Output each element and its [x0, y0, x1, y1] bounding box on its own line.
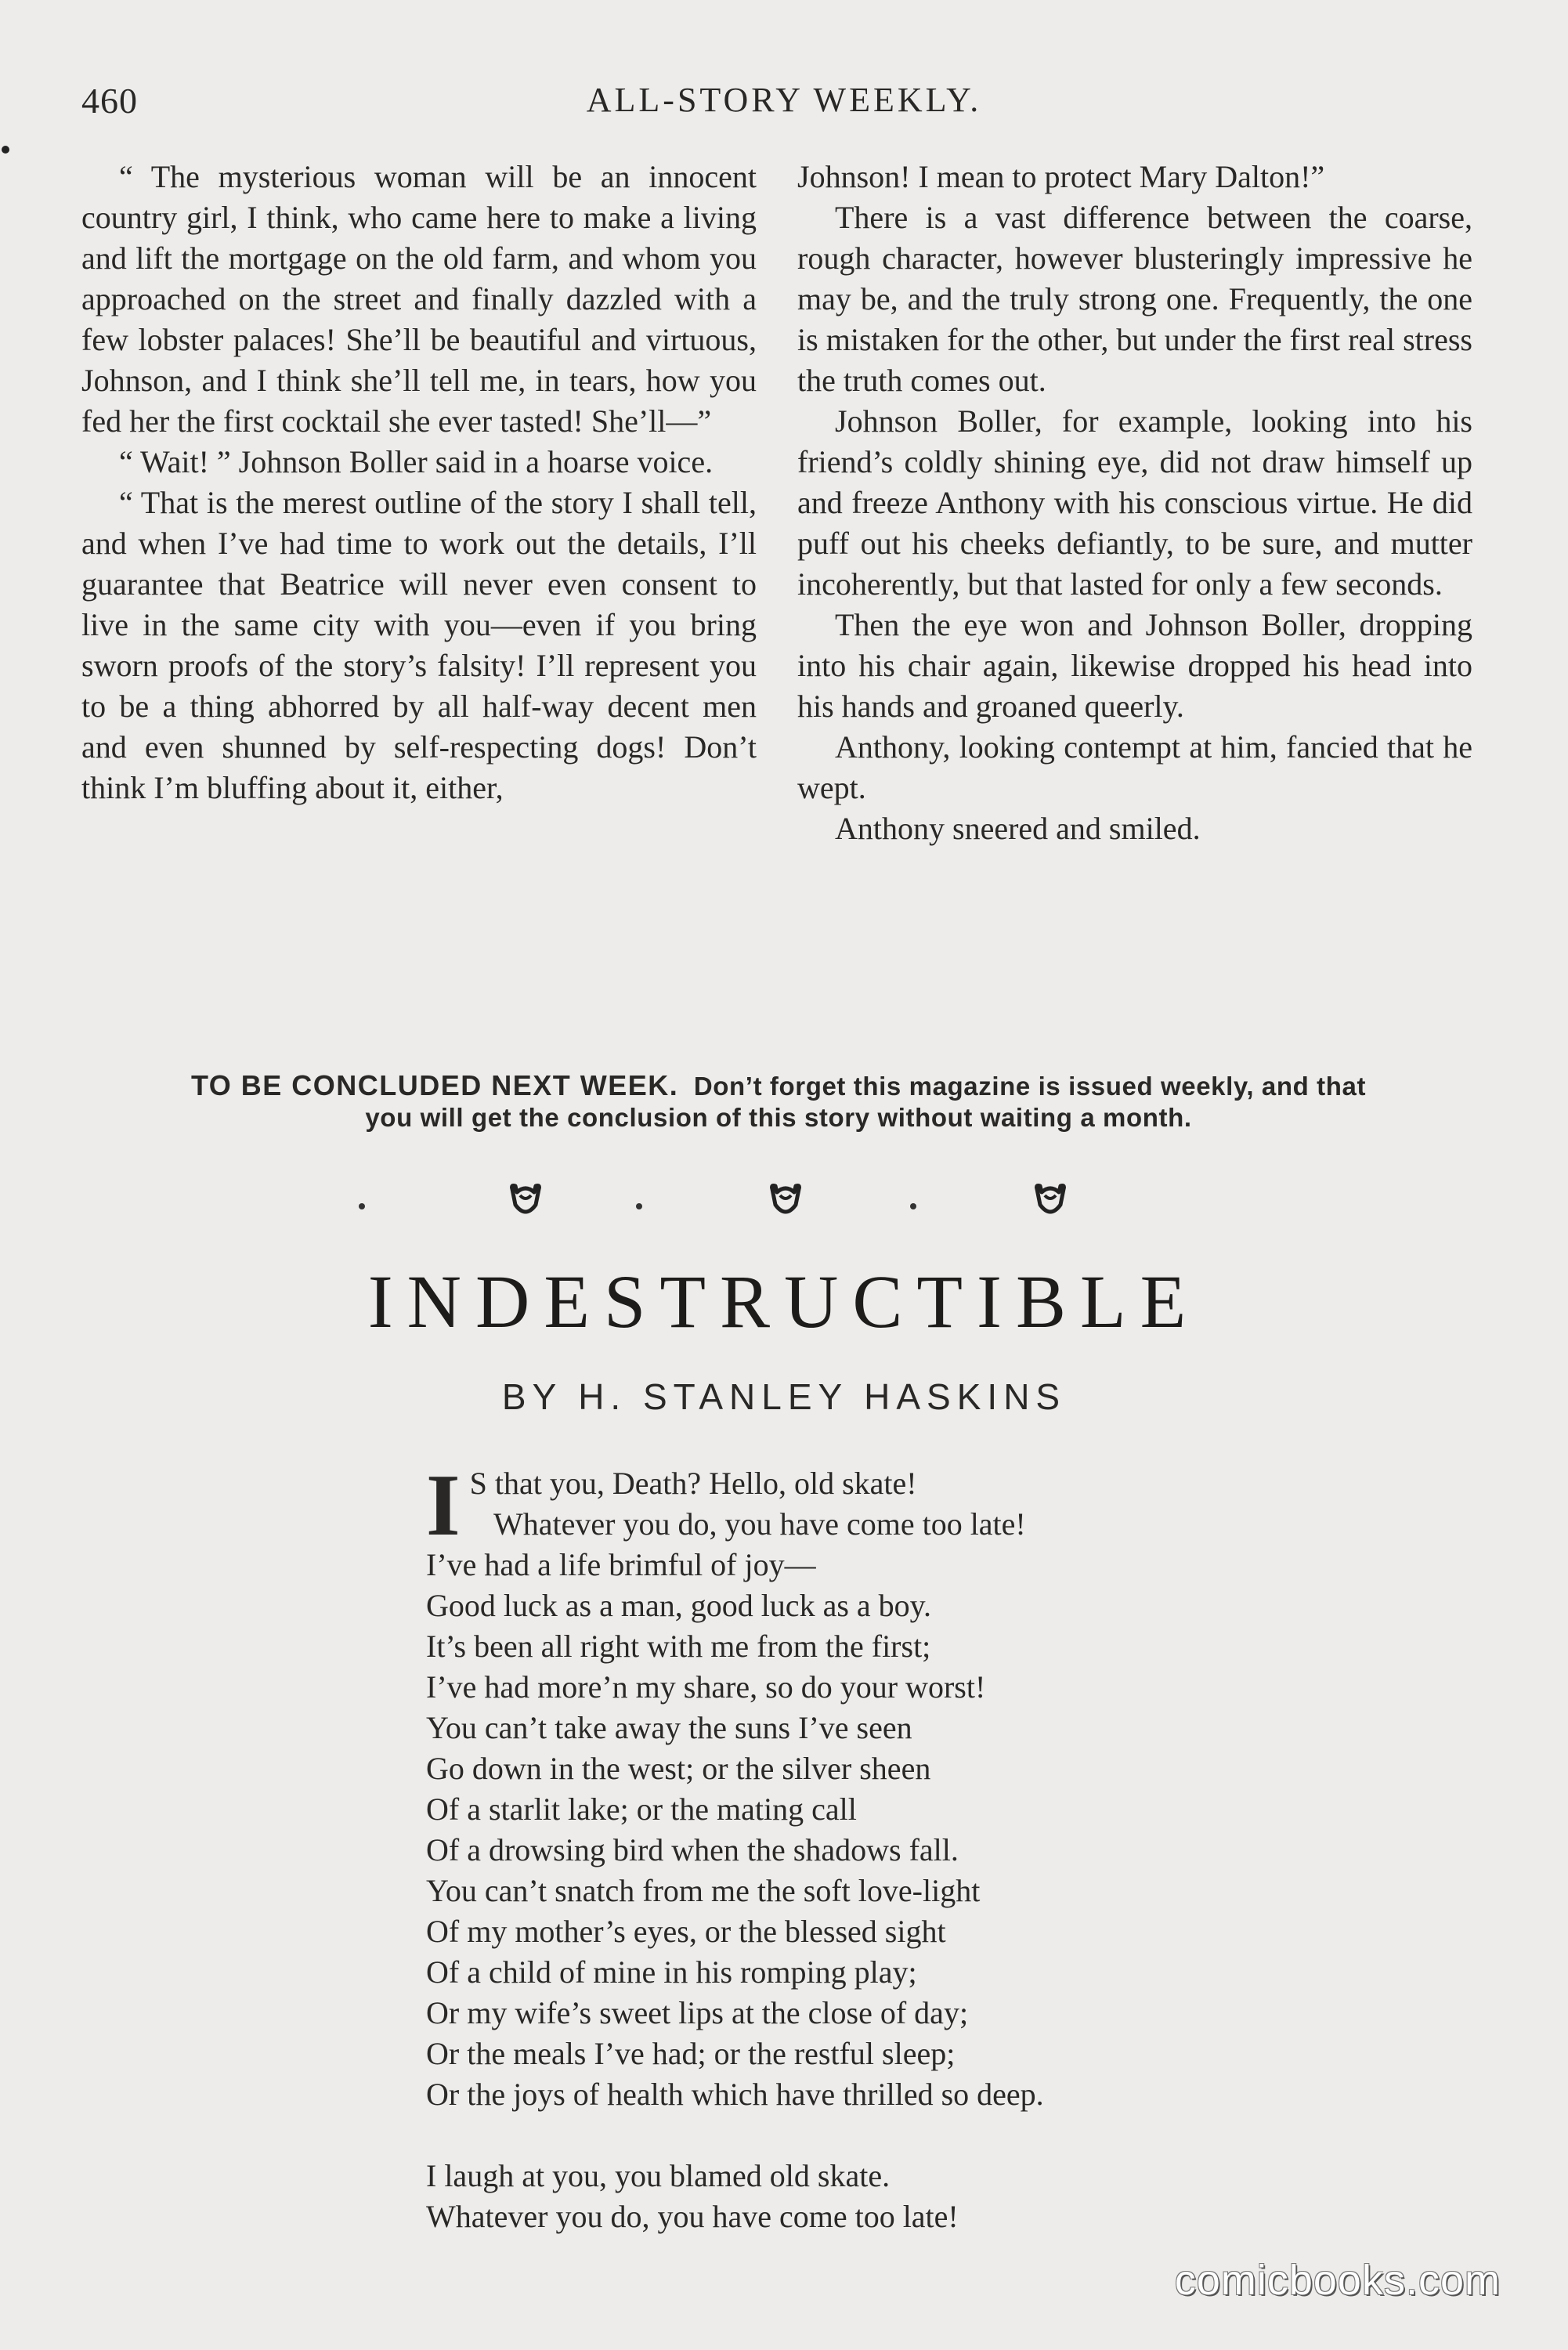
poem-line: I’ve had a life brimful of joy— — [426, 1547, 816, 1582]
poem-line: Or the joys of health which have thrilled so deep. — [426, 2077, 1044, 2112]
fleuron-icon — [1031, 1181, 1070, 1220]
divider-dot — [910, 1203, 916, 1209]
poem-line: Whatever you do, you have come too late! — [426, 2199, 959, 2234]
poem-line: Of a drowsing bird when the shadows fall. — [426, 1832, 959, 1867]
section-divider — [0, 1181, 1568, 1228]
poem-body — [426, 1457, 1366, 2237]
poem-line: Of a child of mine in his romping play; — [426, 1954, 917, 1990]
print-speck — [2, 146, 9, 154]
poem-line: Whatever you do, you have come too late! — [493, 1506, 1026, 1542]
paragraph: Then the eye won and Johnson Boller, dropping into his chair again, likewise dropped his head into his hands and groaned queerly. — [797, 607, 1472, 724]
poem-line: Go down in the west; or the silver sheen — [426, 1751, 931, 1786]
drop-cap: I — [426, 1457, 461, 1554]
watermark-logo: comicbooks.com — [1174, 2257, 1501, 2304]
poem-line: Of a starlit lake; or the mating call — [426, 1791, 857, 1827]
poem-title: INDESTRUCTIBLE — [367, 1260, 1201, 1343]
divider-dot — [636, 1203, 642, 1209]
poem-line: It’s been all right with me from the first; — [426, 1629, 931, 1664]
poem-line: I laugh at you, you blamed old skate. — [426, 2158, 891, 2193]
poem-line: Of my mother’s eyes, or the blessed sight — [426, 1914, 946, 1949]
left-column — [81, 157, 757, 808]
poem-line: S that you, Death? Hello, old skate! — [469, 1466, 917, 1501]
paragraph: Anthony sneered and smiled. — [835, 811, 1201, 846]
notice-lead: TO BE CONCLUDED NEXT WEEK. — [190, 1069, 679, 1101]
poem-line: Or my wife’s sweet lips at the close of day; — [426, 1995, 969, 2030]
paragraph-continuation: Johnson! I mean to protect Mary Dalton!” — [797, 159, 1325, 194]
paragraph: “ That is the merest outline of the story I shall tell, and when I’ve had time to work out the details, I’ll guarantee that Beatrice will never even consent to live in the same city with you—even if you bring sworn proofs of the story’s falsity! I’ll represent you to be a thing abhorred by all half-way decent men and even shunned by self-respecting dogs! Don’t think I’m bluffing about it, either, — [81, 485, 757, 805]
page-number: 460 — [81, 81, 138, 121]
paragraph: Anthony, looking contempt at him, fancied that he wept. — [797, 729, 1472, 805]
continuation-notice — [81, 1070, 1476, 1133]
notice-text-line2: you will get the conclusion of this story without waiting a month. — [365, 1103, 1192, 1132]
fleuron-icon — [506, 1181, 545, 1220]
paragraph: “ Wait! ” Johnson Boller said in a hoarse voice. — [119, 444, 714, 479]
poem-line: Or the meals I’ve had; or the restful sleep; — [426, 2036, 956, 2071]
poem-line: Good luck as a man, good luck as a boy. — [426, 1588, 932, 1623]
poem-line: I’ve had more’n my share, so do your worst! — [426, 1669, 986, 1705]
divider-dot — [359, 1203, 365, 1209]
right-column — [797, 157, 1472, 849]
running-head: ALL-STORY WEEKLY. — [586, 81, 982, 119]
notice-text: Don’t forget this magazine is issued weekly, and that — [693, 1072, 1367, 1101]
paragraph: There is a vast difference between the coarse, rough character, however blusteringly impressive he may be, and the truly strong one. Frequently, the one is mistaken for the other, but under the first real stress the truth comes out. — [797, 200, 1472, 398]
poem-byline: BY H. STANLEY HASKINS — [501, 1376, 1067, 1417]
poem-line: You can’t take away the suns I’ve seen — [426, 1710, 912, 1745]
paragraph: “ The mysterious woman will be an innocent country girl, I think, who came here to make a living and lift the mortgage on the old farm, and whom you approached on the street and finally dazzled with a few lobster palaces! She’ll be beautiful and virtuous, Johnson, and I think she’ll tell me, in tears, how you fed her the first cocktail she ever tasted! She’ll—” — [81, 159, 757, 439]
paragraph: Johnson Boller, for example, looking into his friend’s coldly shining eye, did not draw himself up and freeze Anthony with his conscious virtue. He did puff out his cheeks defiantly, to be sure, and mutter incoherently, but that lasted for only a few seconds. — [797, 403, 1472, 602]
poem-line: You can’t snatch from me the soft love-light — [426, 1873, 981, 1908]
fleuron-icon — [766, 1181, 805, 1220]
